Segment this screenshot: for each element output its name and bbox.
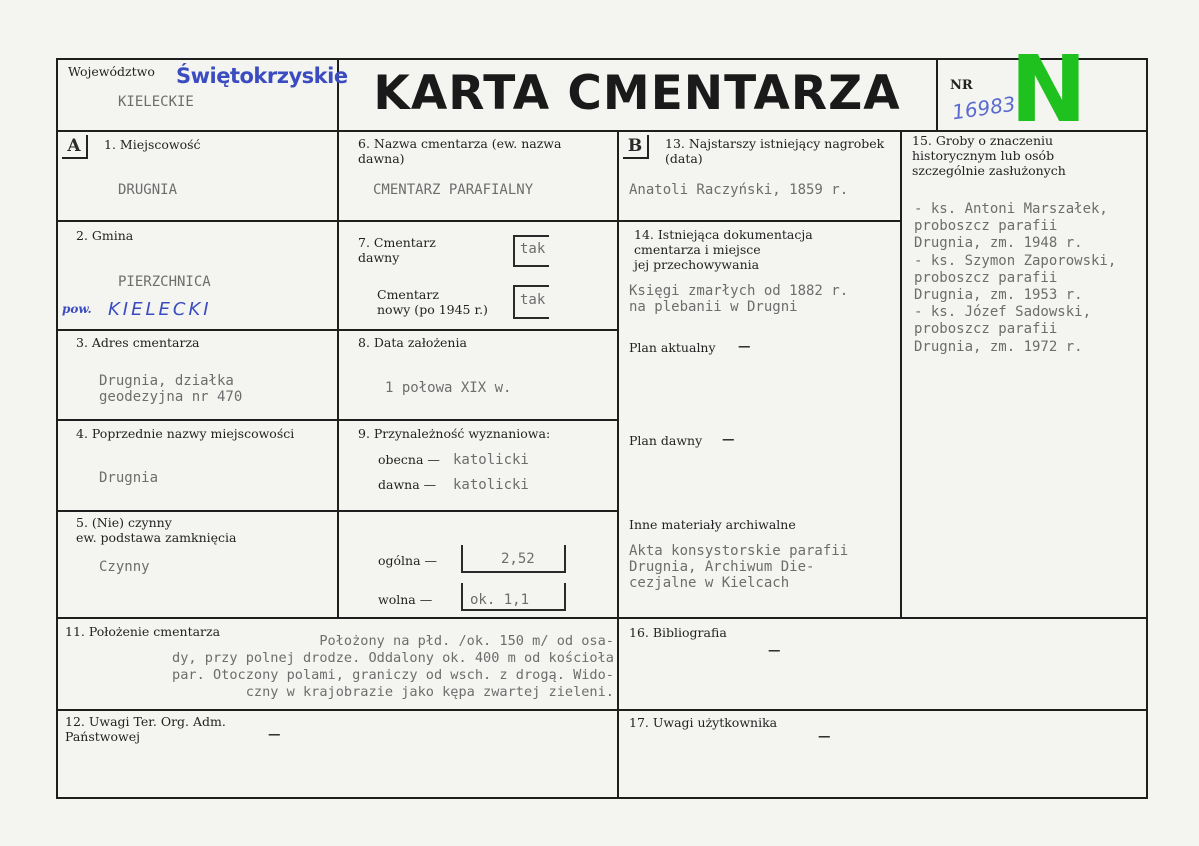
col-divider-1 bbox=[337, 130, 339, 619]
field-1-value: DRUGNIA bbox=[118, 182, 178, 198]
area-free-value: ok. 1,1 bbox=[470, 592, 530, 608]
area-total-value: 2,52 bbox=[501, 551, 535, 567]
frame-bottom bbox=[56, 797, 1148, 799]
field-8-label: 8. Data założenia bbox=[358, 335, 467, 350]
row-line bbox=[56, 220, 338, 222]
area-total-label: ogólna — bbox=[378, 553, 438, 568]
field-16-value: — bbox=[768, 642, 781, 657]
header-bottom bbox=[56, 130, 1148, 132]
plan-old-label: Plan dawny bbox=[629, 433, 703, 448]
row-line bbox=[337, 510, 619, 512]
archive-label: Inne materiały archiwalne bbox=[629, 517, 796, 532]
row-line bbox=[337, 419, 619, 421]
col-divider-2 bbox=[617, 130, 619, 799]
field-4-label: 4. Poprzednie nazwy miejscowości bbox=[76, 426, 295, 441]
field-7b-label: Cmentarz nowy (po 1945 r.) bbox=[377, 287, 488, 317]
field-9-current-value: katolicki bbox=[453, 452, 529, 468]
field-15-value: - ks. Antoni Marszałek, proboszcz parafii Drugnia, zm. 1948 r. - ks. Szymon Zaporowski, proboszcz parafii Drugnia, zm. 1953 r. - ks. Józef Sadowski, proboszcz parafii Drugnia, zm. 1972 r. bbox=[914, 201, 1117, 355]
plan-current-value: — bbox=[738, 338, 751, 353]
field-2-label: 2. Gmina bbox=[76, 228, 134, 243]
field-16-label: 16. Bibliografia bbox=[629, 625, 727, 640]
row-line bbox=[617, 220, 902, 222]
field-2-stamp: KIELECKI bbox=[108, 299, 212, 320]
field-7a-label: 7. Cmentarz dawny bbox=[358, 235, 436, 265]
field-14-value: Księgi zmarłych od 1882 r. na plebanii w Drugni bbox=[629, 283, 849, 315]
wojewodztwo-stamp: Świętokrzyskie bbox=[176, 64, 348, 88]
row-line bbox=[56, 617, 1148, 619]
row-line bbox=[337, 329, 619, 331]
field-2-value: PIERZCHNICA bbox=[118, 274, 211, 290]
field-5-label: 5. (Nie) czynny ew. podstawa zamknięcia bbox=[76, 515, 237, 545]
field-3-label: 3. Adres cmentarza bbox=[76, 335, 200, 350]
field-13-label: 13. Najstarszy istniejący nagrobek (data) bbox=[665, 136, 885, 166]
frame-top bbox=[56, 58, 1148, 60]
field-9-current-label: obecna — bbox=[378, 452, 440, 467]
field-9-label: 9. Przynależność wyznaniowa: bbox=[358, 426, 551, 441]
area-free-label: wolna — bbox=[378, 592, 433, 607]
field-2-stamp-prefix: pow. bbox=[62, 302, 92, 316]
field-8-value: 1 połowa XIX w. bbox=[385, 380, 512, 396]
section-a-marker: A bbox=[62, 135, 88, 159]
plan-old-value: — bbox=[722, 431, 735, 446]
field-4-value: Drugnia bbox=[99, 470, 159, 486]
nr-value: 16983 bbox=[950, 91, 1017, 125]
row-line bbox=[337, 220, 619, 222]
field-9-old-label: dawna — bbox=[378, 477, 437, 492]
frame-right bbox=[1146, 58, 1148, 799]
row-line bbox=[56, 419, 338, 421]
field-11-label: 11. Położenie cmentarza bbox=[65, 624, 221, 639]
row-line bbox=[56, 709, 1148, 711]
field-17-label: 17. Uwagi użytkownika bbox=[629, 715, 778, 730]
field-14-label: 14. Istniejąca dokumentacja cmentarza i miejsce jej przechowywania bbox=[634, 227, 813, 272]
field-7a-value: tak bbox=[520, 241, 546, 257]
nr-mark: N bbox=[1010, 36, 1087, 143]
row-line bbox=[56, 510, 338, 512]
wojewodztwo-old-value: KIELECKIE bbox=[118, 94, 194, 110]
field-15-label: 15. Groby o znaczeniu historycznym lub osób szczególnie zasłużonych bbox=[912, 133, 1066, 178]
col-divider-3 bbox=[900, 130, 902, 619]
field-17-value: — bbox=[818, 728, 831, 743]
field-11-value: Położony na płd. /ok. 150 m/ od osa- dy, przy polnej drodze. Oddalony ok. 400 m od kościoła par. Otoczony polami, graniczy od wsch. z drogą. Wido- czny w krajobrazie jako kępa zwartej zieleni. bbox=[172, 633, 614, 700]
field-3-value: Drugnia, działka geodezyjna nr 470 bbox=[99, 373, 243, 405]
frame-left bbox=[56, 58, 58, 799]
field-9-old-value: katolicki bbox=[453, 477, 529, 493]
archive-value: Akta konsystorskie parafii Drugnia, Archiwum Die- cezjalne w Kielcach bbox=[629, 543, 849, 591]
row-line bbox=[56, 329, 338, 331]
field-6-value: CMENTARZ PARAFIALNY bbox=[373, 182, 534, 198]
field-6-label: 6. Nazwa cmentarza (ew. nazwa dawna) bbox=[358, 136, 562, 166]
plan-current-label: Plan aktualny bbox=[629, 340, 716, 355]
wojewodztwo-label: Województwo bbox=[68, 64, 155, 79]
field-7b-value: tak bbox=[520, 292, 546, 308]
field-12-value: — bbox=[268, 726, 281, 741]
field-1-label: 1. Miejscowość bbox=[104, 137, 201, 152]
page-title: KARTA CMENTARZA bbox=[373, 66, 901, 121]
section-b-marker: B bbox=[623, 135, 649, 159]
field-5-value: Czynny bbox=[99, 559, 150, 575]
field-12-label: 12. Uwagi Ter. Org. Adm. Państwowej bbox=[65, 714, 226, 744]
field-13-value: Anatoli Raczyński, 1859 r. bbox=[629, 182, 849, 198]
nr-label: NR bbox=[950, 78, 973, 93]
